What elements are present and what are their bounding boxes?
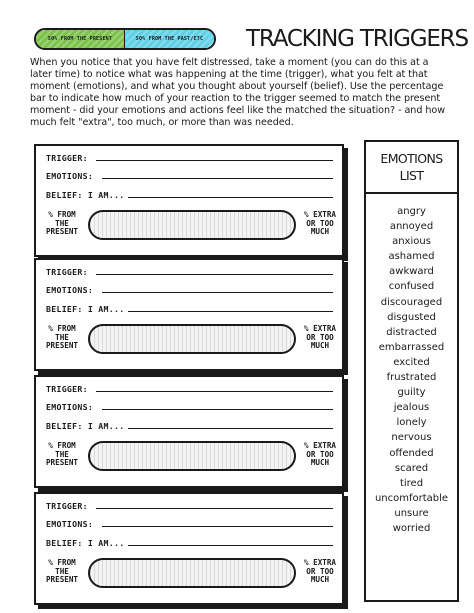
trigger-label: TRIGGER: bbox=[46, 267, 88, 277]
emotions-label: EMOTIONS: bbox=[46, 519, 94, 529]
belief-line[interactable] bbox=[128, 311, 333, 312]
emotions-label: EMOTIONS: bbox=[46, 285, 94, 295]
from-present-label: % FROM THE PRESENT bbox=[45, 210, 78, 237]
from-present-label: % FROM THE PRESENT bbox=[45, 324, 78, 351]
emotion-item: tired bbox=[399, 477, 424, 489]
trigger-label: TRIGGER: bbox=[46, 384, 88, 394]
belief-label: BELIEF: I AM... bbox=[46, 304, 125, 314]
pill-present-segment bbox=[36, 30, 125, 48]
emotions-heading-line-2: LIST bbox=[399, 168, 424, 183]
trigger-label: TRIGGER: bbox=[46, 501, 88, 511]
emotions-list bbox=[366, 204, 457, 536]
belief-line[interactable] bbox=[128, 545, 333, 546]
belief-label: BELIEF: I AM... bbox=[46, 190, 125, 200]
extra-too-much-label: % EXTRA OR TOO MUCH bbox=[303, 210, 336, 237]
emotions-line[interactable] bbox=[102, 292, 333, 293]
emotions-line[interactable] bbox=[102, 178, 333, 179]
pill-past-label: 50% FROM THE PAST/ETC bbox=[135, 36, 204, 42]
trigger-card bbox=[34, 492, 344, 605]
percentage-bar[interactable] bbox=[88, 324, 296, 354]
emotion-item: ashamed bbox=[388, 251, 435, 263]
emotions-line[interactable] bbox=[102, 526, 333, 527]
emotion-item: unsure bbox=[394, 507, 429, 519]
trigger-card bbox=[34, 375, 344, 488]
emotion-item: disgusted bbox=[387, 311, 436, 323]
emotions-list-panel bbox=[364, 140, 459, 602]
emotion-item: angry bbox=[397, 206, 426, 217]
emotion-item: jealous bbox=[393, 402, 430, 414]
extra-too-much-label: % EXTRA OR TOO MUCH bbox=[303, 324, 336, 351]
trigger-line[interactable] bbox=[96, 160, 333, 161]
emotion-item: discouraged bbox=[380, 296, 443, 308]
percentage-bar[interactable] bbox=[88, 441, 296, 471]
trigger-line[interactable] bbox=[96, 508, 333, 509]
emotion-item: embarrassed bbox=[378, 341, 445, 353]
percentage-legend-pill bbox=[34, 28, 216, 50]
emotions-list-heading bbox=[366, 142, 457, 194]
belief-label: BELIEF: I AM... bbox=[46, 538, 125, 548]
emotions-label: EMOTIONS: bbox=[46, 402, 94, 412]
intro-paragraph: When you notice that you have felt distressed, take a moment (you can do this at a later time) to notice what was happening at the time (trigger), what you felt at that moment (emotions), and what you thought about yourself (belief). Use the percentage bar to indicate how much of your reaction to the trigger seemed to match the present moment - did your emotions and actions feel like the matched the situation? - and how much felt "extra", too much, or more than was needed. bbox=[30, 57, 446, 129]
emotion-item: offended bbox=[389, 447, 434, 459]
belief-line[interactable] bbox=[128, 197, 333, 198]
emotion-item: excited bbox=[393, 356, 430, 368]
emotion-item: scared bbox=[394, 462, 429, 474]
trigger-line[interactable] bbox=[96, 274, 333, 275]
emotion-item: anxious bbox=[392, 236, 431, 248]
emotions-label: EMOTIONS: bbox=[46, 171, 94, 181]
emotion-item: distracted bbox=[386, 326, 437, 338]
trigger-label: TRIGGER: bbox=[46, 153, 88, 163]
emotion-item: uncomfortable bbox=[374, 492, 449, 504]
emotion-item: frustrated bbox=[386, 372, 437, 384]
belief-line[interactable] bbox=[128, 428, 333, 429]
percentage-bar[interactable] bbox=[88, 210, 296, 240]
emotion-item: awkward bbox=[389, 266, 434, 278]
emotion-item: nervous bbox=[391, 432, 432, 444]
emotion-item: lonely bbox=[396, 417, 427, 429]
emotions-heading-line-1: EMOTIONS bbox=[380, 151, 443, 166]
emotion-item: annoyed bbox=[389, 221, 434, 233]
emotions-line[interactable] bbox=[102, 409, 333, 410]
trigger-line[interactable] bbox=[96, 391, 333, 392]
from-present-label: % FROM THE PRESENT bbox=[45, 558, 78, 585]
extra-too-much-label: % EXTRA OR TOO MUCH bbox=[303, 441, 336, 468]
trigger-card bbox=[34, 258, 344, 371]
emotion-item: guilty bbox=[397, 387, 426, 399]
pill-past-segment bbox=[125, 30, 214, 48]
emotion-item: confused bbox=[388, 281, 435, 293]
from-present-label: % FROM THE PRESENT bbox=[45, 441, 78, 468]
percentage-bar[interactable] bbox=[88, 558, 296, 588]
extra-too-much-label: % EXTRA OR TOO MUCH bbox=[303, 558, 336, 585]
trigger-card bbox=[34, 144, 344, 257]
emotion-item: worried bbox=[392, 522, 431, 534]
belief-label: BELIEF: I AM... bbox=[46, 421, 125, 431]
pill-present-label: 50% FROM THE PRESENT bbox=[47, 36, 113, 42]
page-title: TRACKING TRIGGERS bbox=[246, 26, 468, 52]
